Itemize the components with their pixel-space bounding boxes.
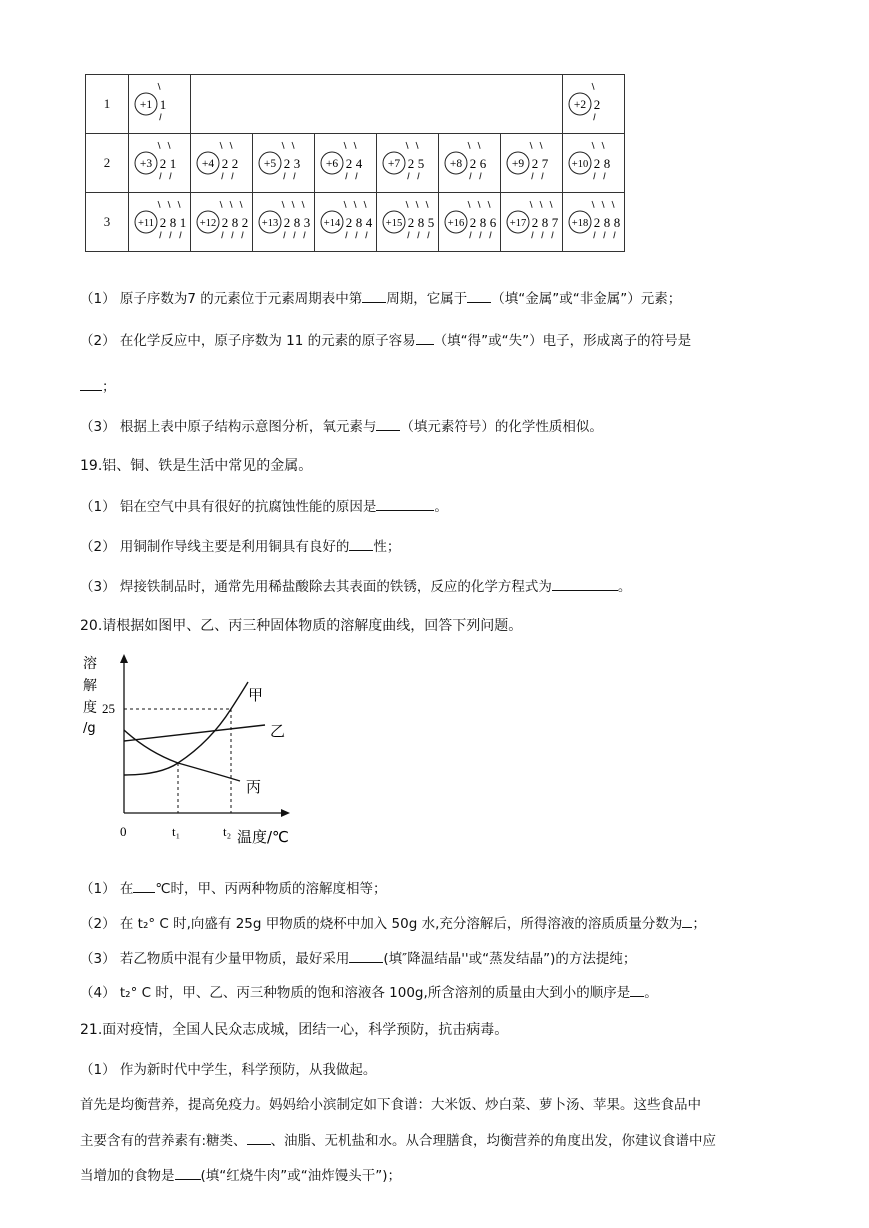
nuclear-charge: +9 (511, 158, 525, 170)
q19-part1: （1） 铝在空气中具有很好的抗腐蚀性能的原因是 。 (80, 496, 448, 517)
q18-part2-cont: ； (80, 376, 116, 397)
shell-electron-count: 4 (365, 215, 373, 230)
answer-blank[interactable] (552, 576, 618, 591)
q21-paragraph-line3: 当增加的食物是 (填“红烧牛肉”或“油炸馒头干”)； (80, 1165, 401, 1186)
q20-part4: （4） t₂° C 时，甲、乙、丙三种物质的饱和溶液各 100g,所含溶剂的质量由大到小的顺序是 。 (80, 982, 658, 1003)
nuclear-charge: +15 (385, 218, 403, 229)
shell-electron-count: 2 (159, 156, 167, 171)
shell-electron-count: 8 (355, 215, 363, 230)
table-row (86, 193, 625, 252)
q20-part3: （3） 若乙物质中混有少量甲物质，最好采用 (填″降温结晶''或“蒸发结晶”)的方法提纯； (80, 948, 636, 969)
nuclear-charge: +5 (263, 158, 277, 170)
xlabel: 温度/℃ (237, 828, 289, 846)
shell-electron-count: 8 (479, 215, 487, 230)
empty-cell (377, 75, 439, 134)
atom-structure-diagram (501, 193, 562, 251)
series-bing (124, 730, 240, 781)
atom-structure-diagram (253, 134, 314, 192)
shell-electron-count: 4 (355, 156, 363, 171)
shell-electron-count: 8 (603, 215, 611, 230)
nuclear-charge: +14 (323, 218, 341, 229)
label-yi: 乙 (270, 722, 286, 740)
answer-blank[interactable] (682, 913, 692, 928)
shell-electron-count: 2 (593, 156, 601, 171)
nuclear-charge: +16 (447, 218, 465, 229)
nuclear-charge: +17 (509, 218, 527, 229)
atom-structure-diagram (377, 193, 438, 251)
answer-blank[interactable] (349, 536, 373, 551)
ylabel-char: 溶 (83, 656, 97, 672)
atom-diagram-cell (315, 134, 377, 193)
shell-electron-count: 2 (241, 215, 249, 230)
q19-part3: （3） 焊接铁制品时，通常先用稀盐酸除去其表面的铁锈，反应的化学方程式为 。 (80, 576, 631, 597)
nuclear-charge: +13 (261, 218, 279, 229)
shell-electron-count: 3 (293, 156, 301, 171)
shell-electron-count: 2 (593, 215, 601, 230)
empty-cell (191, 75, 253, 134)
atom-structure-diagram (129, 193, 190, 251)
shell-electron-count: 8 (417, 215, 425, 230)
atom-diagram-cell (377, 134, 439, 193)
atom-structure-diagram (191, 193, 252, 251)
nuclear-charge: +6 (325, 158, 339, 170)
nuclear-charge: +1 (139, 99, 153, 111)
atomic-structure-table (85, 74, 625, 252)
empty-cell (439, 75, 501, 134)
answer-blank[interactable] (362, 288, 386, 303)
atom-diagram-cell (439, 134, 501, 193)
shell-electron-count: 6 (489, 215, 497, 230)
answer-blank[interactable] (247, 1130, 271, 1145)
shell-electron-count: 1 (179, 215, 187, 230)
shell-electron-count: 8 (231, 215, 239, 230)
ylabel-unit: /g (83, 721, 96, 736)
nuclear-charge: +4 (201, 158, 215, 170)
shell-electron-count: 2 (345, 215, 353, 230)
atom-structure-diagram (191, 134, 252, 192)
answer-blank[interactable] (349, 948, 383, 963)
nuclear-charge: +18 (571, 218, 589, 229)
ylabel-char: 解 (83, 678, 97, 694)
atom-structure-diagram (563, 134, 624, 192)
atom-structure-diagram (129, 134, 190, 192)
shell-electron-count: 8 (603, 156, 611, 171)
shell-electron-count: 2 (407, 215, 415, 230)
shell-electron-count: 5 (417, 156, 425, 171)
atom-diagram-cell (191, 134, 253, 193)
atom-diagram-cell (377, 193, 439, 252)
atom-structure-diagram (563, 75, 624, 133)
shell-electron-count: 2 (345, 156, 353, 171)
empty-cell (315, 75, 377, 134)
atom-diagram-cell (501, 134, 563, 193)
shell-electron-count: 6 (479, 156, 487, 171)
atom-diagram-cell (439, 193, 501, 252)
q21-paragraph-line2: 主要含有的营养素有:糖类、 、油脂、无机盐和水。从合理膳食，均衡营养的角度出发，你建议食谱中应 (80, 1130, 716, 1151)
atom-diagram-cell (501, 193, 563, 252)
atom-structure-diagram (439, 193, 500, 251)
shell-electron-count: 8 (169, 215, 177, 230)
shell-electron-count: 8 (541, 215, 549, 230)
nuclear-charge: +8 (449, 158, 463, 170)
x-axis-arrow (281, 809, 290, 817)
answer-blank[interactable] (175, 1165, 201, 1180)
atom-diagram-cell (563, 75, 625, 134)
q20-part2: （2） 在 t₂° C 时,向盛有 25g 甲物质的烧杯中加入 50g 水,充分溶解后，所得溶液的溶质质量分数为 ； (80, 913, 706, 934)
atom-diagram-cell (129, 193, 191, 252)
label-bing: 丙 (246, 778, 262, 796)
shell-electron-count: 7 (551, 215, 559, 230)
atom-diagram-cell (129, 134, 191, 193)
answer-blank[interactable] (376, 416, 400, 431)
answer-blank[interactable] (376, 496, 434, 511)
shell-electron-count: 2 (159, 215, 167, 230)
atom-structure-diagram (315, 134, 376, 192)
shell-electron-count: 2 (283, 156, 291, 171)
answer-blank[interactable] (630, 982, 644, 997)
x-tick-t1: t₁ (172, 824, 181, 839)
shell-electron-count: 2 (469, 215, 477, 230)
period-number: 3 (86, 193, 129, 252)
shell-electron-count: 5 (427, 215, 435, 230)
shell-electron-count: 2 (283, 215, 291, 230)
solubility-chart (80, 650, 300, 850)
series-yi (124, 725, 265, 741)
atom-diagram-cell (563, 193, 625, 252)
q20-part1: （1） 在 ℃时，甲、丙两种物质的溶解度相等； (80, 878, 387, 899)
nuclear-charge: +2 (573, 99, 587, 111)
shell-electron-count: 3 (303, 215, 311, 230)
q21-paragraph-line1: 首先是均衡营养，提高免疫力。妈妈给小滨制定如下食谱：大米饭、炒白菜、萝卜汤、苹果。这些食品中 (80, 1097, 701, 1113)
label-jia: 甲 (248, 686, 264, 704)
atom-structure-diagram (563, 193, 624, 251)
q21-title: 21.面对疫情，全国人民众志成城，团结一心，科学预防，抗击病毒。 (80, 1022, 509, 1038)
shell-electron-count: 7 (541, 156, 549, 171)
q20-title: 20.请根据如图甲、乙、丙三种固体物质的溶解度曲线，回答下列问题。 (80, 618, 523, 634)
table-row (86, 134, 625, 193)
q18-part3: （3） 根据上表中原子结构示意图分析，氧元素与 （填元素符号）的化学性质相似。 (80, 416, 603, 437)
shell-electron-count: 2 (221, 215, 229, 230)
origin-label: 0 (120, 824, 127, 839)
shell-electron-count: 1 (159, 97, 167, 112)
answer-blank[interactable] (467, 288, 491, 303)
shell-electron-count: 2 (593, 97, 601, 112)
shell-electron-count: 2 (407, 156, 415, 171)
nuclear-charge: +12 (199, 218, 217, 229)
q19-title: 19.铝、铜、铁是生活中常见的金属。 (80, 458, 313, 474)
atom-structure-diagram (377, 134, 438, 192)
atom-diagram-cell (191, 193, 253, 252)
nuclear-charge: +7 (387, 158, 401, 170)
empty-cell (501, 75, 563, 134)
q18-part1: （1） 原子序数为7 的元素位于元素周期表中第 周期，它属于 （填“金属”或“非金属”）元素； (80, 288, 681, 309)
period-number: 1 (86, 75, 129, 134)
shell-electron-count: 2 (469, 156, 477, 171)
shell-electron-count: 2 (231, 156, 239, 171)
atom-structure-diagram (253, 193, 314, 251)
empty-cell (253, 75, 315, 134)
answer-blank[interactable] (416, 330, 434, 345)
y-tick-25: 25 (102, 701, 115, 716)
shell-electron-count: 8 (613, 215, 621, 230)
atom-diagram-cell (253, 134, 315, 193)
answer-blank[interactable] (80, 376, 102, 391)
atom-structure-diagram (439, 134, 500, 192)
ylabel-char: 度 (83, 700, 97, 716)
table-row (86, 75, 625, 134)
shell-electron-count: 1 (169, 156, 177, 171)
shell-electron-count: 2 (531, 156, 539, 171)
period-number: 2 (86, 134, 129, 193)
atom-diagram-cell (563, 134, 625, 193)
atom-diagram-cell (253, 193, 315, 252)
answer-blank[interactable] (133, 878, 155, 893)
shell-electron-count: 2 (221, 156, 229, 171)
nuclear-charge: +3 (139, 158, 153, 170)
atom-diagram-cell (315, 193, 377, 252)
y-axis-arrow (120, 654, 128, 663)
q21-part1: （1） 作为新时代中学生，科学预防，从我做起。 (80, 1062, 377, 1078)
shell-electron-count: 2 (531, 215, 539, 230)
nuclear-charge: +11 (137, 218, 155, 229)
q19-part2: （2） 用铜制作导线主要是利用铜具有良好的 性； (80, 536, 400, 557)
atom-structure-diagram (501, 134, 562, 192)
atom-structure-diagram (129, 75, 190, 133)
nuclear-charge: +10 (571, 159, 589, 170)
atom-structure-diagram (315, 193, 376, 251)
atom-diagram-cell (129, 75, 191, 134)
q18-part2: （2） 在化学反应中，原子序数为 11 的元素的原子容易 （填“得”或“失”）电子，形成离子的符号是 (80, 330, 691, 351)
shell-electron-count: 8 (293, 215, 301, 230)
x-tick-t2: t₂ (223, 824, 232, 839)
